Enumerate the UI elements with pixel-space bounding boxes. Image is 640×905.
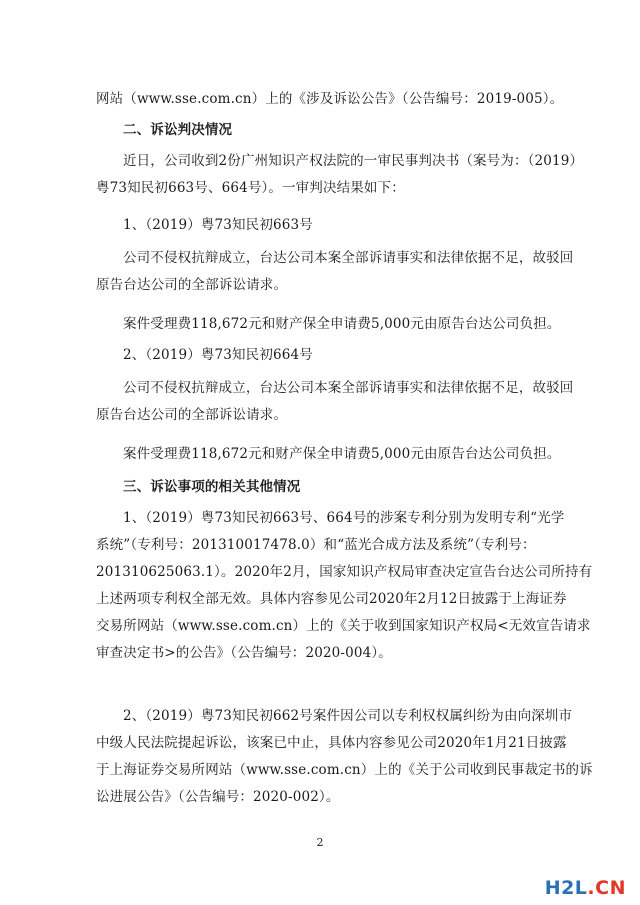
line: 1、（2019）粤73知民初663号: [123, 217, 313, 233]
paragraph-12: [96, 703, 593, 811]
line: 二、诉讼判决情况: [123, 122, 233, 138]
paragraph-11: [96, 505, 593, 667]
paragraph-1: [96, 86, 564, 113]
paragraph-8: [96, 375, 574, 429]
line: 公司不侵权抗辩成立，台达公司本案全部诉请事实和法律依据不足，故驳回: [123, 380, 574, 396]
line: 三、诉讼事项的相关其他情况: [123, 479, 301, 495]
line: 系统”（专利号：201310017478.0）和“蓝光合成方法及系统”（专利号：: [96, 537, 536, 553]
line: 1、（2019）粤73知民初663号、664号的涉案专利分别为发明专利“光学: [123, 510, 565, 526]
line: 上述两项专利权全部无效。具体内容参见公司2020年2月12日披露于上海证券: [96, 591, 567, 607]
line: 中级人民法院提起诉讼，该案已中止，具体内容参见公司2020年1月21日披露: [96, 735, 567, 751]
line: 2、（2019）粤73知民初662号案件因公司以专利权权属纠纷为由向深圳市: [123, 708, 573, 724]
paragraph-6: [96, 311, 561, 338]
watermark-part2: .CN: [587, 877, 626, 899]
line: 201310625063.1）。2020年2月，国家知识产权局审查决定宣告台达公司所持有: [96, 564, 593, 580]
line: 粤73知民初663号、664号）。一审判决结果如下：: [96, 180, 405, 196]
paragraph-5: [96, 245, 574, 299]
paragraph-9: [96, 441, 561, 468]
page-number: 2: [316, 836, 324, 849]
line: 交易所网站（www.sse.com.cn）上的《关于收到国家知识产权局<无效宣告请求: [96, 618, 591, 634]
line: 原告台达公司的全部诉讼请求。: [96, 407, 288, 423]
line: 近日，公司收到2份广州知识产权法院的一审民事判决书（案号为：（2019）: [123, 153, 584, 169]
line: 案件受理费118,672元和财产保全申请费5,000元由原告台达公司负担。: [123, 316, 561, 332]
watermark-logo: [545, 877, 626, 899]
line: 网站（www.sse.com.cn）上的《涉及诉讼公告》（公告编号：2019-005）。: [96, 91, 564, 107]
section-heading-3: [96, 474, 548, 501]
paragraph-3: [96, 148, 584, 202]
line: 公司不侵权抗辩成立，台达公司本案全部诉请事实和法律依据不足，故驳回: [123, 250, 574, 266]
paragraph-4: [96, 212, 548, 239]
line: 2、（2019）粤73知民初664号: [123, 347, 313, 363]
section-heading-2: [96, 117, 548, 144]
line: 讼进展公告》（公告编号：2020-002）。: [96, 789, 340, 805]
line: 原告台达公司的全部诉讼请求。: [96, 277, 288, 293]
watermark-part1: H2L: [544, 877, 588, 899]
line: 案件受理费118,672元和财产保全申请费5,000元由原告台达公司负担。: [123, 446, 561, 462]
paragraph-7: [96, 342, 548, 369]
line: 审查决定书>的公告》（公告编号：2020-004）。: [96, 645, 392, 661]
line: 于上海证券交易所网站（www.sse.com.cn）上的《关于公司收到民事裁定书的诉: [96, 762, 593, 778]
